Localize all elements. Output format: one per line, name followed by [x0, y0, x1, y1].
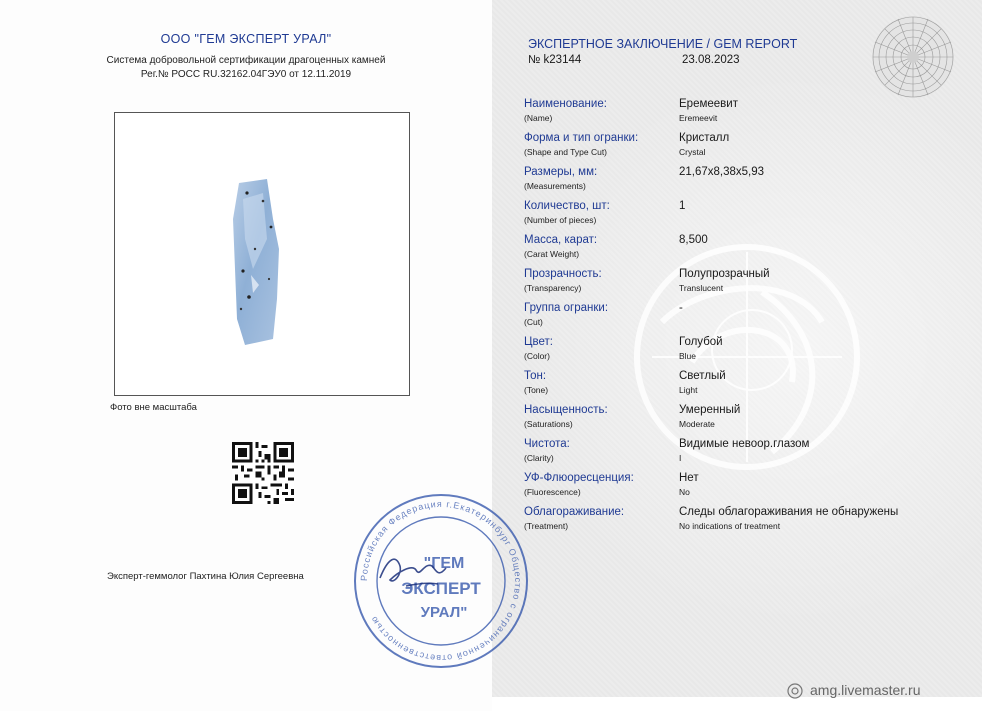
field-value: Полупрозрачный: [679, 268, 770, 280]
field-value: Нет: [679, 472, 699, 484]
field-value: 8,500: [679, 234, 708, 246]
stamp-center-line: ЭКСПЕРТ: [401, 579, 481, 598]
field-value-en: No: [679, 487, 690, 497]
certification-system: Система добровольной сертификации драгоценных камней: [106, 55, 386, 66]
field-value-en: Translucent: [679, 283, 724, 293]
photo-caption: Фото вне масштаба: [110, 402, 197, 413]
expert-gemologist: Эксперт-геммолог Пахтина Юлия Сергеевна: [107, 571, 304, 582]
field-value: Голубой: [679, 336, 723, 348]
watermark-url[interactable]: amg.livemaster.ru: [810, 682, 921, 698]
company-name: ООО "ГЕМ ЭКСПЕРТ УРАЛ": [160, 32, 332, 46]
field-value: Еремеевит: [679, 98, 738, 110]
field-label-en: (Carat Weight): [524, 249, 580, 259]
field-value-en: Crystal: [679, 147, 706, 157]
field-label-en: (Color): [524, 351, 550, 361]
field-label-en: (Fluorescence): [524, 487, 581, 497]
field-label: Цвет:: [524, 336, 553, 348]
field-label-en: (Number of pieces): [524, 215, 597, 225]
field-value: Кристалл: [679, 132, 730, 144]
guilloche-rosette-icon: [870, 14, 956, 100]
field-value: -: [679, 302, 683, 314]
field-label-en: (Tone): [524, 385, 549, 395]
report-number: № k23144: [528, 54, 582, 66]
stone-photo-frame: [114, 112, 410, 396]
field-label-en: (Transparency): [524, 283, 582, 293]
stamp-ring-text: Российская Федерация г.Екатеринбург Общество с ограниченной ответственностью: [358, 498, 524, 664]
stamp-center-line: УРАЛ": [420, 604, 468, 621]
registration-number: Рег.№ РОСС RU.32162.04ГЭУ0 от 12.11.2019: [140, 69, 352, 80]
field-label-en: (Clarity): [524, 453, 554, 463]
field-label: Облагораживание:: [524, 506, 625, 518]
field-label-en: (Measurements): [524, 181, 586, 191]
field-value-en: Light: [679, 385, 698, 395]
expert-signature: [376, 548, 466, 594]
field-label: Чистота:: [524, 438, 570, 450]
field-label: Масса, карат:: [524, 234, 598, 246]
field-label-en: (Treatment): [524, 521, 569, 531]
field-label-en: (Saturations): [524, 419, 573, 429]
field-label: УФ-Флюоресценция:: [524, 472, 634, 484]
field-value: Следы облагораживания не обнаружены: [679, 506, 899, 518]
report-date: 23.08.2023: [682, 54, 740, 66]
field-label: Форма и тип огранки:: [524, 132, 639, 144]
field-value: Светлый: [679, 370, 726, 382]
field-value-en: Moderate: [679, 419, 715, 429]
field-label: Наименование:: [524, 98, 607, 110]
field-value-en: Eremeevit: [679, 113, 718, 123]
field-label: Насыщенность:: [524, 404, 608, 416]
stamp-center-line: "ГЕМ: [423, 555, 465, 572]
field-value-en: Blue: [679, 351, 697, 361]
field-label: Группа огранки:: [524, 302, 609, 314]
field-label-en: (Cut): [524, 317, 543, 327]
field-value: Умеренный: [679, 404, 741, 416]
field-label: Размеры, мм:: [524, 166, 598, 178]
crystal-photo: [233, 179, 281, 345]
field-value: 1: [679, 200, 686, 212]
livemaster-logo-icon: [786, 682, 804, 700]
report-header: ЭКСПЕРТНОЕ ЗАКЛЮЧЕНИЕ / GEM REPORT: [528, 37, 798, 51]
field-label-en: (Shape and Type Cut): [524, 147, 608, 157]
field-value: 21,67x8,38x5,93: [679, 166, 765, 178]
field-value: Видимые невоор.глазом: [679, 438, 810, 450]
field-label: Количество, шт:: [524, 200, 610, 212]
field-value-en: No indications of treatment: [679, 521, 781, 531]
field-label: Прозрачность:: [524, 268, 602, 280]
field-label-en: (Name): [524, 113, 553, 123]
field-value-en: I: [679, 453, 682, 463]
qr-code[interactable]: [232, 442, 294, 504]
field-label: Тон:: [524, 370, 547, 382]
